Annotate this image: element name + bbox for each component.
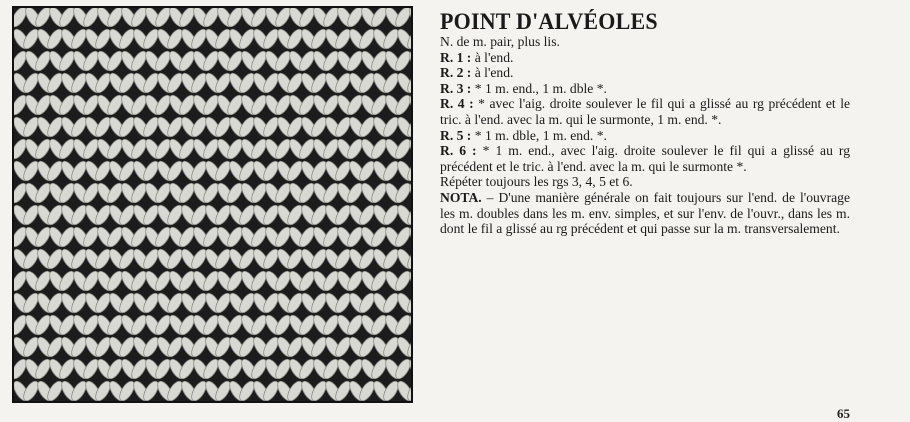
row-text: * avec l'aig. droite soulever le fil qui a glissé au rg précédent et le tric. à l'end. avec la m. qui le surmonte, 1 m. end. *. bbox=[440, 96, 850, 127]
nota-text: – D'une manière générale on fait toujours sur l'end. de l'ouvrage les m. doubles dans les m. env. simples, et sur l'env. de l'ouvr., dans les m. dont le fil a glissé au rg précédent et qui passe sur la m. transversalement. bbox=[440, 190, 850, 236]
row-label: R. 4 : bbox=[440, 96, 474, 111]
nota-paragraph bbox=[440, 190, 850, 237]
pattern-instructions bbox=[440, 8, 850, 237]
row-text: * 1 m. end., 1 m. dble *. bbox=[471, 81, 607, 96]
row-text: à l'end. bbox=[471, 50, 513, 65]
knit-swatch-image bbox=[14, 8, 411, 401]
nota-label: NOTA. bbox=[440, 190, 482, 205]
intro-line: N. de m. pair, plus lis. bbox=[440, 34, 850, 50]
row-text: * 1 m. dble, 1 m. end. *. bbox=[471, 128, 607, 143]
row-text: à l'end. bbox=[471, 65, 513, 80]
row-text: * 1 m. end., avec l'aig. droite soulever le fil qui a glissé au rg précédent et le tric. à l'end. avec la m. qui le surmonte *. bbox=[440, 143, 850, 174]
page-title: POINT D'ALVÉOLES bbox=[440, 8, 850, 35]
row-label: R. 5 : bbox=[440, 128, 471, 143]
page-number: 65 bbox=[837, 406, 850, 422]
instructions-body bbox=[440, 34, 850, 237]
row-label: R. 6 : bbox=[440, 143, 477, 158]
row-label: R. 2 : bbox=[440, 65, 471, 80]
row-instruction bbox=[440, 96, 850, 127]
row-instruction bbox=[440, 81, 850, 97]
row-instruction bbox=[440, 143, 850, 174]
row-label: R. 1 : bbox=[440, 50, 471, 65]
row-instruction bbox=[440, 128, 850, 144]
row-instruction bbox=[440, 50, 850, 66]
row-label: R. 3 : bbox=[440, 81, 471, 96]
repeat-line: Répéter toujours les rgs 3, 4, 5 et 6. bbox=[440, 174, 850, 190]
knit-swatch-photo bbox=[12, 6, 413, 403]
row-instruction bbox=[440, 65, 850, 81]
